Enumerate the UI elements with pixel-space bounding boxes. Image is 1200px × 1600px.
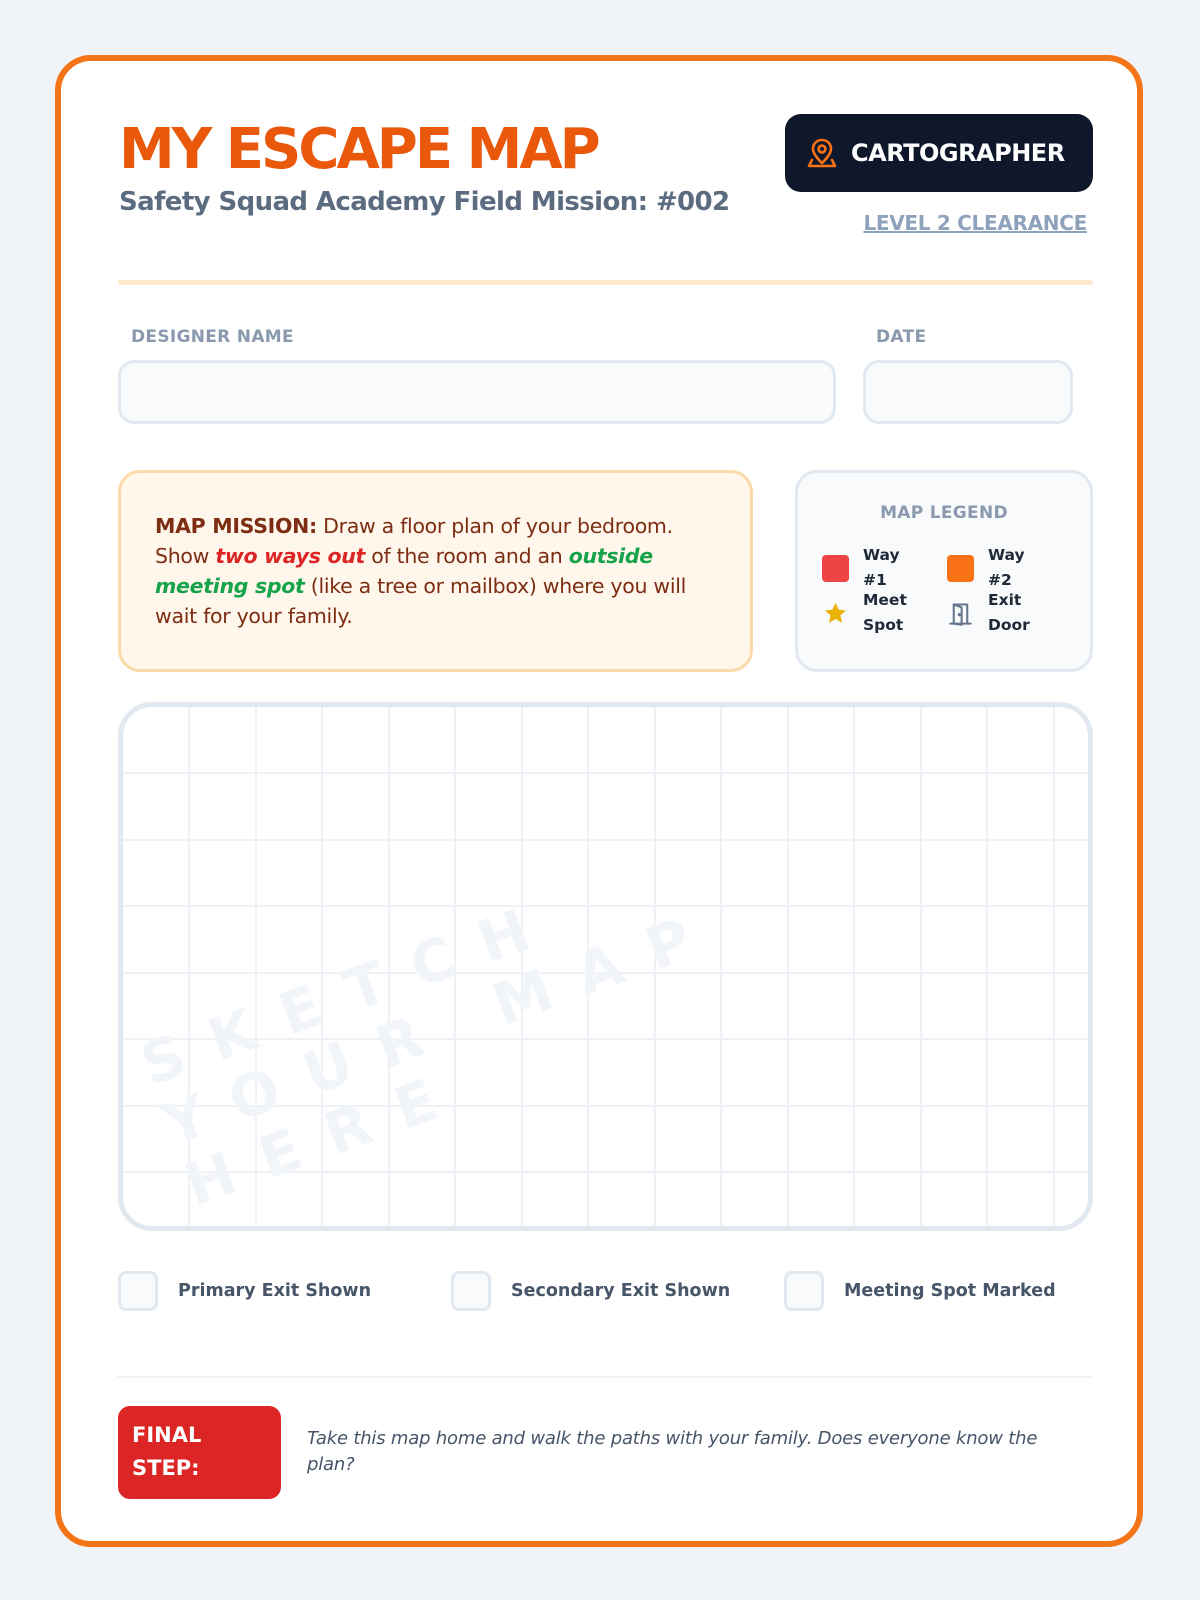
sketch-watermark: SKETCH YOUR MAP HERE: [132, 885, 729, 1220]
badge-label: CARTOGRAPHER: [851, 139, 1065, 167]
worksheet-card: [55, 55, 1143, 1547]
designer-name-input[interactable]: [118, 360, 836, 424]
check-primary-exit[interactable]: [118, 1271, 371, 1311]
mission-text-3: (like a tree or mailbox) where you will wait for your family.: [155, 574, 687, 628]
final-step-badge: FINAL STEP:: [118, 1406, 281, 1499]
final-step-text: Take this map home and walk the paths with your family. Does everyone know the plan?: [307, 1428, 1038, 1475]
mission-instructions: [118, 470, 753, 672]
legend-item-way-1: [822, 543, 913, 593]
legend-label: Meet Spot: [863, 591, 907, 634]
checkbox-label: Primary Exit Shown: [178, 1281, 372, 1301]
legend-label: Way #1: [863, 546, 900, 589]
legend-item-way-2: [947, 543, 1038, 593]
mission-highlight-ways-out: two ways out: [215, 544, 366, 568]
footer-divider: [118, 1376, 1093, 1378]
door-icon: [947, 600, 974, 627]
red-square-icon: [822, 555, 849, 582]
legend-label: Exit Door: [988, 591, 1030, 634]
check-meeting-spot[interactable]: [784, 1271, 1056, 1311]
legend-item-exit-door: [947, 588, 1038, 638]
mission-lead: MAP MISSION:: [155, 514, 317, 538]
page-title: MY ESCAPE MAP: [119, 117, 598, 182]
mission-subtitle: Safety Squad Academy Field Mission: #002: [119, 187, 730, 217]
orange-square-icon: [947, 555, 974, 582]
checkbox[interactable]: [118, 1271, 158, 1311]
star-icon: [822, 600, 849, 627]
check-secondary-exit[interactable]: [451, 1271, 730, 1311]
legend-label: Way #2: [988, 546, 1025, 589]
cartographer-badge: [785, 114, 1093, 192]
checkbox[interactable]: [451, 1271, 491, 1311]
legend-title: MAP LEGEND: [880, 503, 1008, 523]
designer-name-label: DESIGNER NAME: [131, 327, 294, 347]
clearance-link[interactable]: LEVEL 2 CLEARANCE: [863, 211, 1087, 235]
map-legend: [795, 470, 1093, 672]
map-pin-icon: [805, 136, 839, 170]
header-divider: [118, 280, 1093, 285]
map-drawing-area[interactable]: [118, 702, 1093, 1231]
checkbox[interactable]: [784, 1271, 824, 1311]
mission-highlight-meeting-spot: outside meeting spot: [155, 544, 653, 598]
mission-text-2: of the room and an: [365, 544, 569, 568]
date-input[interactable]: [863, 360, 1073, 424]
date-label: DATE: [876, 327, 927, 347]
legend-item-meet-spot: [822, 588, 913, 638]
mission-text-1: Draw a floor plan of your bedroom. Show: [155, 514, 673, 568]
checkbox-label: Secondary Exit Shown: [511, 1281, 731, 1301]
checkbox-label: Meeting Spot Marked: [844, 1281, 1056, 1301]
